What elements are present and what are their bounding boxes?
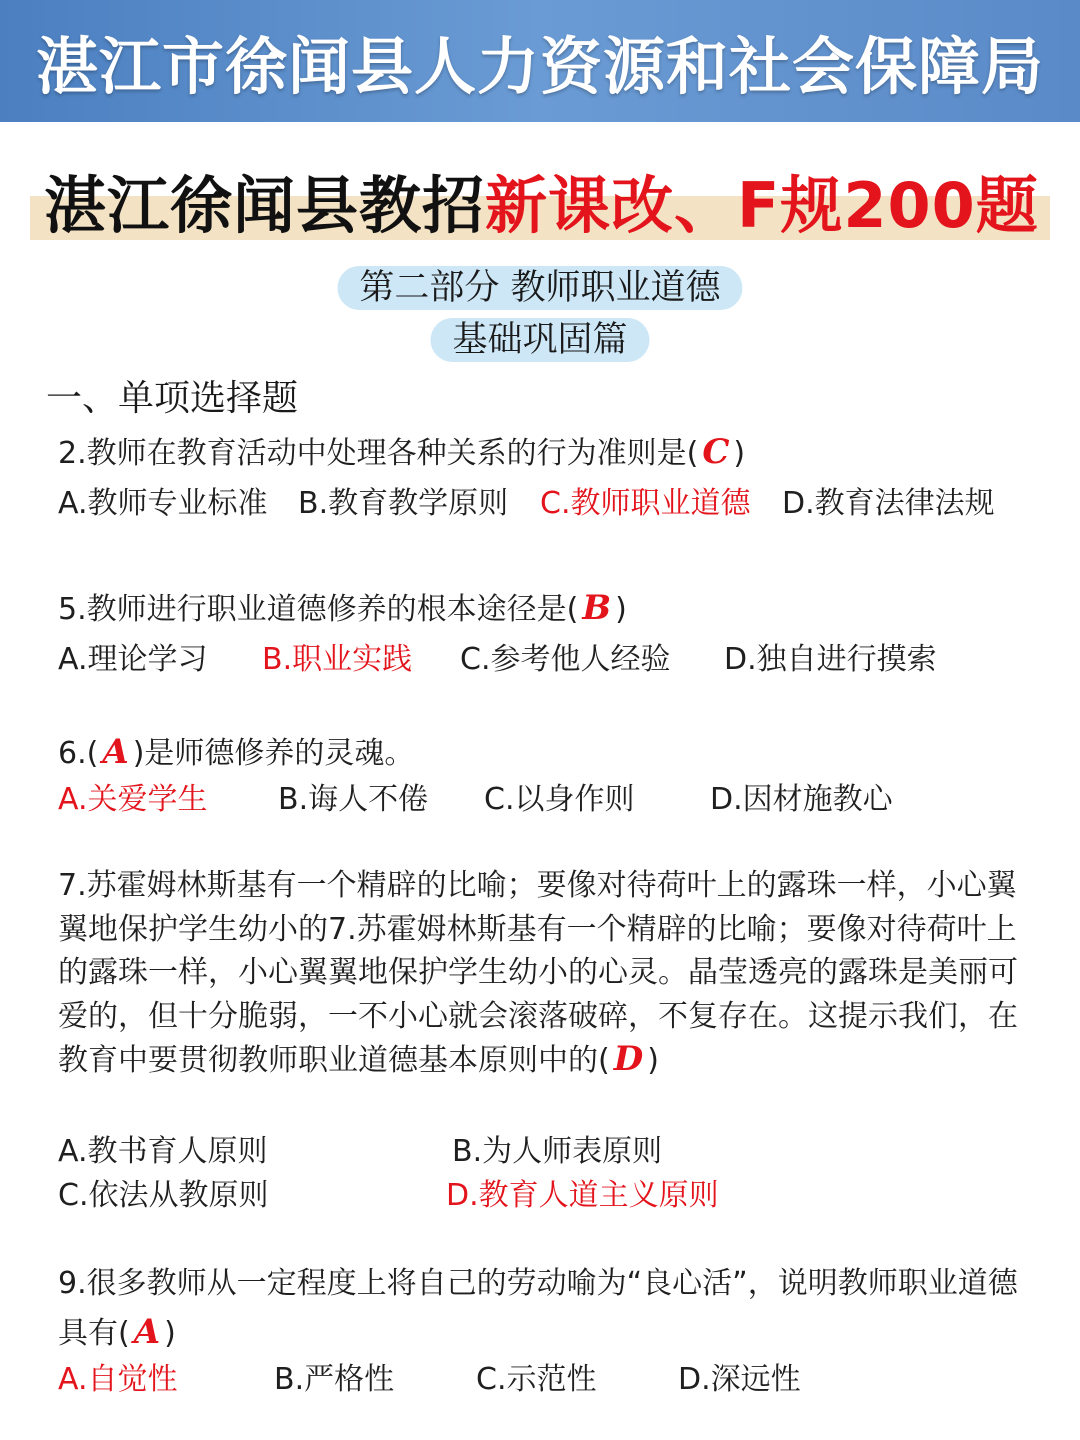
stem-text: ) xyxy=(164,1316,176,1351)
handwritten-answer: D xyxy=(613,1039,644,1079)
stem-text: 2.教师在教育活动中处理各种关系的行为准则是( xyxy=(58,436,699,471)
option-d: D.深远性 xyxy=(678,1362,801,1397)
option-d-correct: D.教育人道主义原则 xyxy=(446,1178,719,1213)
option-d: D.独自进行摸索 xyxy=(724,642,937,677)
option-c-correct: C.教师职业道德 xyxy=(540,486,751,521)
subtitle-level: 基础巩固篇 xyxy=(430,318,649,362)
option-b-correct: B.职业实践 xyxy=(262,642,413,677)
option-b: B.教育教学原则 xyxy=(298,486,509,521)
question-stem xyxy=(58,586,627,632)
stem-text: ) xyxy=(733,436,746,471)
option-c: C.参考他人经验 xyxy=(460,642,671,677)
section-title: 一、单项选择题 xyxy=(46,378,299,419)
option-a: A.教书育人原则 xyxy=(58,1134,268,1169)
header-banner xyxy=(0,0,1080,122)
option-d: D.因材施教心 xyxy=(710,782,893,817)
headline-red: 新课改、F规200题 xyxy=(485,169,1039,242)
question-stem xyxy=(58,1260,1028,1358)
question-stem xyxy=(58,864,1028,1083)
option-a: A.教师专业标准 xyxy=(58,486,268,521)
option-d: D.教育法律法规 xyxy=(782,486,995,521)
handwritten-answer: A xyxy=(102,732,129,772)
option-b: B.严格性 xyxy=(274,1362,395,1397)
banner-title: 湛江市徐闻县人力资源和社会保障局 xyxy=(35,29,1044,103)
option-a: A.理论学习 xyxy=(58,642,208,677)
stem-text: )是师德修养的灵魂。 xyxy=(132,736,415,771)
handwritten-answer: C xyxy=(702,432,730,472)
option-b: B.为人师表原则 xyxy=(452,1134,663,1169)
headline-text xyxy=(44,156,1039,245)
stem-text: 5.教师进行职业道德修养的根本途径是( xyxy=(58,592,579,627)
stem-text: 9.很多教师从一定程度上将自己的劳动喻为“良心活”，说明教师职业道德具有( xyxy=(58,1266,1018,1351)
option-c: C.示范性 xyxy=(476,1362,597,1397)
handwritten-answer: A xyxy=(133,1312,161,1352)
headline xyxy=(30,150,1050,242)
question-stem xyxy=(58,730,414,776)
stem-text: 6.( xyxy=(58,736,99,771)
option-c: C.以身作则 xyxy=(484,782,635,817)
option-b: B.诲人不倦 xyxy=(278,782,429,817)
headline-black: 湛江徐闻县教招 xyxy=(44,169,486,242)
option-a-correct: A.自觉性 xyxy=(58,1362,178,1397)
stem-text: ) xyxy=(615,592,627,627)
stem-text: 7.苏霍姆林斯基有一个精辟的比喻；要像对待荷叶上的露珠一样，小心翼翼地保护学生幼小的7.苏霍姆林斯基有一个精辟的比喻；要像对待荷叶上的露珠一样，小心翼翼地保护学生幼小的心灵。晶莹透亮的露珠是美丽可爱的，但十分脆弱，一不小心就会滚落破碎，不复存在。这提示我们，在教育中要贯彻教师职业道德基本原则中的( xyxy=(58,868,1018,1078)
question-stem xyxy=(58,430,745,476)
option-c: C.依法从教原则 xyxy=(58,1178,269,1213)
option-a-correct: A.关爱学生 xyxy=(58,782,208,817)
subtitle-part: 第二部分 教师职业道德 xyxy=(337,266,742,310)
stem-text: ) xyxy=(647,1043,659,1078)
handwritten-answer: B xyxy=(582,588,612,628)
